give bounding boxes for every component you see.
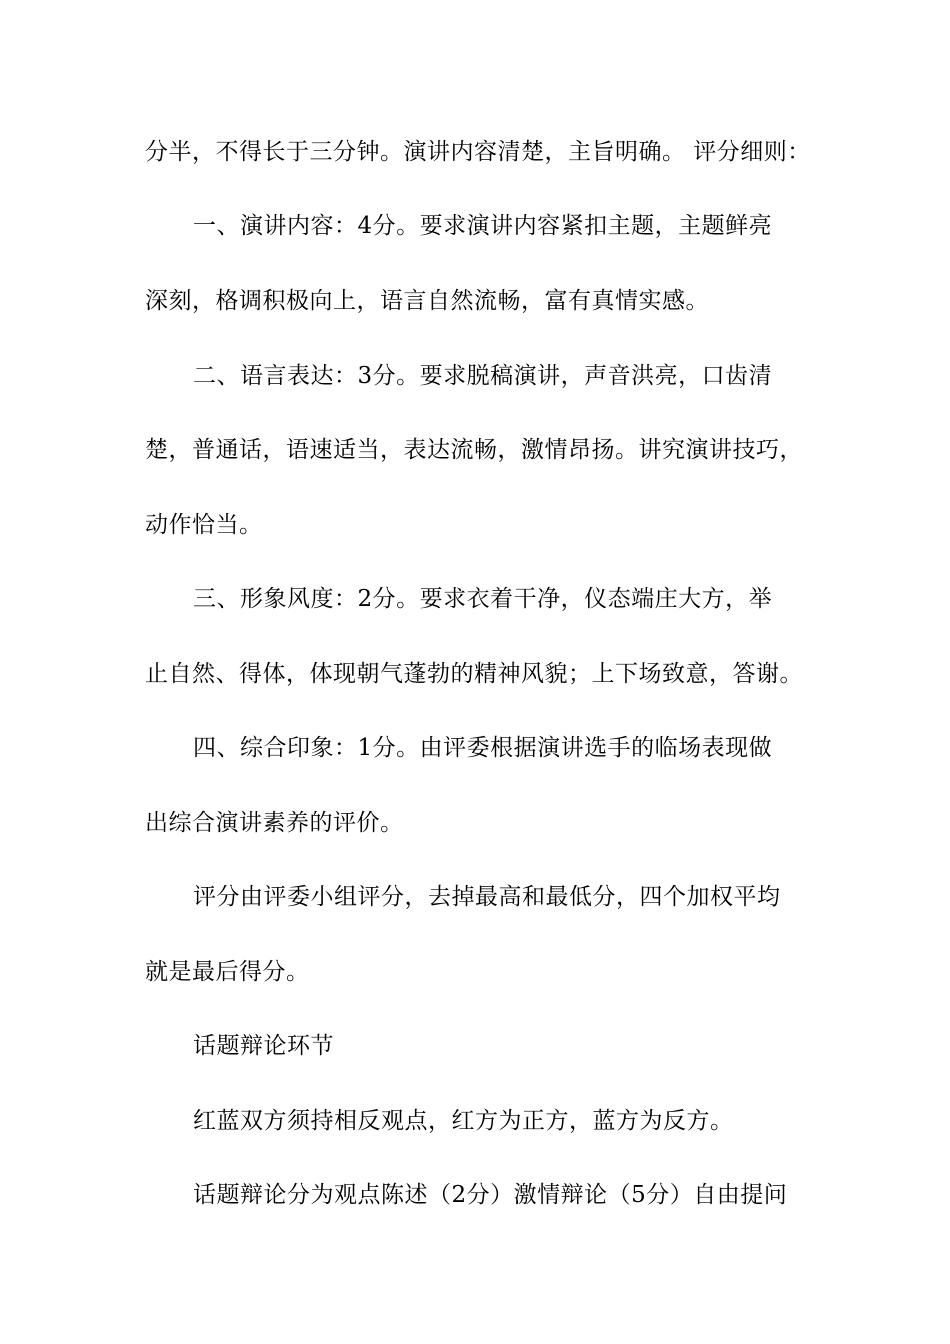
text-line: 三、形象风度：2分。要求衣着干净，仪态端庄大方，举: [193, 586, 773, 612]
text-line: 深刻，格调积极向上，语言自然流畅，富有真情实感。: [145, 288, 709, 314]
text-line: 评分由评委小组评分，去掉最高和最低分，四个加权平均: [193, 884, 781, 910]
text-line: 楚，普通话，语速适当，表达流畅，激情昂扬。讲究演讲技巧，: [145, 437, 803, 463]
text-line: 红蓝双方须持相反观点，红方为正方，蓝方为反方。: [193, 1108, 734, 1134]
text-line: 一、演讲内容：4分。要求演讲内容紧扣主题，主题鲜亮: [193, 213, 773, 239]
text-line: 出综合演讲素养的评价。: [145, 810, 404, 836]
text-line: 话题辩论分为观点陈述（2分）激情辩论（5分）自由提问: [193, 1182, 788, 1208]
text-line: 动作恰当。: [145, 512, 263, 538]
text-line: 止自然、得体，体现朝气蓬勃的精神风貌；上下场致意，答谢。: [145, 661, 803, 687]
section-heading: 话题辩论环节: [193, 1033, 334, 1059]
text-line: 分半，不得长于三分钟。演讲内容清楚，主旨明确。 评分细则：: [145, 139, 811, 165]
text-line: 二、语言表达：3分。要求脱稿演讲，声音洪亮，口齿清: [193, 363, 773, 389]
text-line: 就是最后得分。: [145, 959, 310, 985]
text-line: 四、综合印象：1分。由评委根据演讲选手的临场表现做: [193, 735, 773, 761]
